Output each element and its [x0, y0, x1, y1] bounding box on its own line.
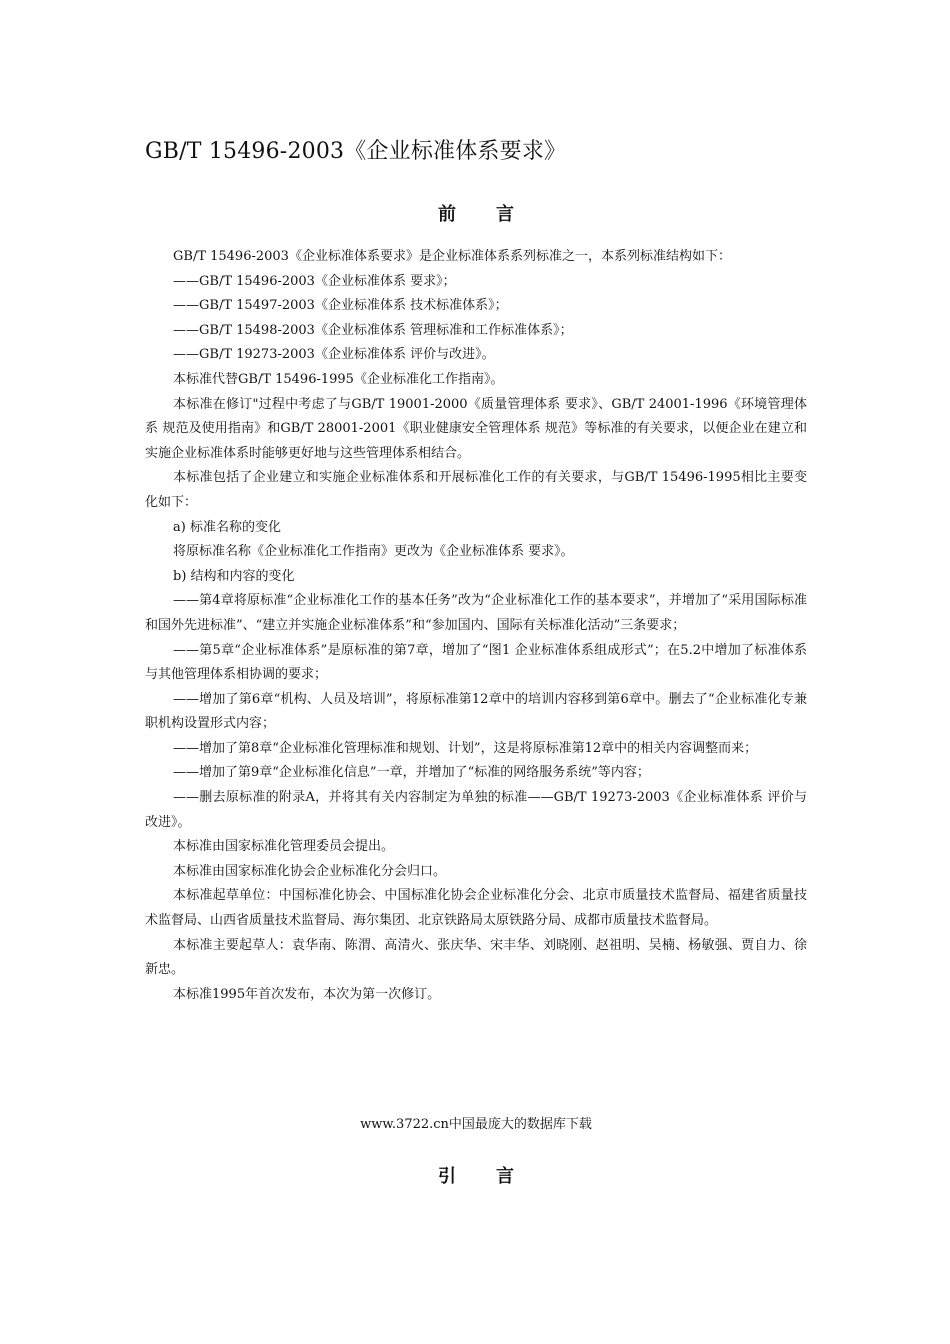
- paragraph: 本标准1995年首次发布，本次为第一次修订。: [173, 986, 441, 1002]
- paragraph: ——删去原标准的附录A，并将其有关内容制定为单独的标准——GB/T 19273-2003《企业标准体系 评价与改进》。: [145, 790, 807, 830]
- paragraph: 将原标准名称《企业标准化工作指南》更改为《企业标准体系 要求》。: [173, 544, 574, 560]
- document-title: GB/T 15496-2003《企业标准体系要求》: [145, 139, 567, 164]
- paragraph: 本标准主要起草人：袁华南、陈渭、高清火、张庆华、宋丰华、刘晓刚、赵祖明、吴楠、杨敏强、贾自力、徐新忠。: [145, 937, 807, 978]
- paragraph: 本标准由国家标准化管理委员会提出。: [173, 839, 395, 855]
- paragraph: ——增加了第8章“企业标准化管理标准和规划、计划”，这是将原标准第12章中的相关内容调整而来；: [173, 740, 758, 756]
- paragraph: ——GB/T 15497-2003《企业标准体系 技术标准体系》；: [173, 298, 508, 314]
- paragraph: ——GB/T 15496-2003《企业标准体系 要求》；: [173, 273, 456, 289]
- paragraph: ——第4章将原标准“企业标准化工作的基本任务”改为“企业标准化工作的基本要求”，并增加了“采用国际标准和国外先进标准”、“建立并实施企业标准体系”和“参加国内、国际有关标准化活动”三条要求；: [145, 593, 807, 633]
- paragraph: ——增加了第9章“企业标准化信息”一章，并增加了“标准的网络服务系统”等内容；: [173, 765, 650, 781]
- paragraph: a) 标准名称的变化: [173, 519, 281, 535]
- paragraph: ——GB/T 15498-2003《企业标准体系 管理标准和工作标准体系》；: [173, 322, 573, 338]
- paragraph: GB/T 15496-2003《企业标准体系要求》是企业标准体系系列标准之一，本系列标准结构如下：: [173, 249, 731, 264]
- paragraph: 本标准在修订"过程中考虑了与GB/T 19001-2000《质量管理体系 要求》、GB/T 24001-1996《环境管理体系 规范及使用指南》和GB/T 28001-2001《职业健康安全管理体系 规范》等标准的有关要求，以便企业在建立和实施企业标准体系时能够更好地与这些管理体系相结合。: [145, 396, 807, 461]
- paragraph: ——GB/T 19273-2003《企业标准体系 评价与改进》。: [173, 347, 495, 363]
- paragraph: 本标准包括了企业建立和实施企业标准体系和开展标准化工作的有关要求，与GB/T 15496-1995相比主要变化如下：: [145, 470, 807, 510]
- paragraph: 本标准代替GB/T 15496-1995《企业标准化工作指南》。: [173, 371, 504, 387]
- footer-link[interactable]: www.3722.cn中国最庞大的数据库下载: [360, 1117, 592, 1132]
- paragraph: 本标准由国家标准化协会企业标准化分会归口。: [173, 863, 447, 879]
- introduction-heading: 引言: [438, 1166, 554, 1187]
- paragraph: 本标准起草单位：中国标准化协会、中国标准化协会企业标准化分会、北京市质量技术监督局、福建省质量技术监督局、山西省质量技术监督局、海尔集团、北京铁路局太原铁路分局、成都市质量技术监督局。: [145, 888, 807, 929]
- foreword-body: [145, 245, 807, 1007]
- paragraph: ——第5章“企业标准体系”是原标准的第7章，增加了“图1 企业标准体系组成形式”；在5.2中增加了标准体系与其他管理体系相协调的要求；: [145, 642, 807, 683]
- paragraph: b) 结构和内容的变化: [173, 568, 295, 584]
- paragraph: ——增加了第6章“机构、人员及培训”，将原标准第12章中的培训内容移到第6章中。删去了“企业标准化专兼职机构设置形式内容；: [145, 691, 807, 732]
- foreword-heading: 前言: [438, 204, 554, 225]
